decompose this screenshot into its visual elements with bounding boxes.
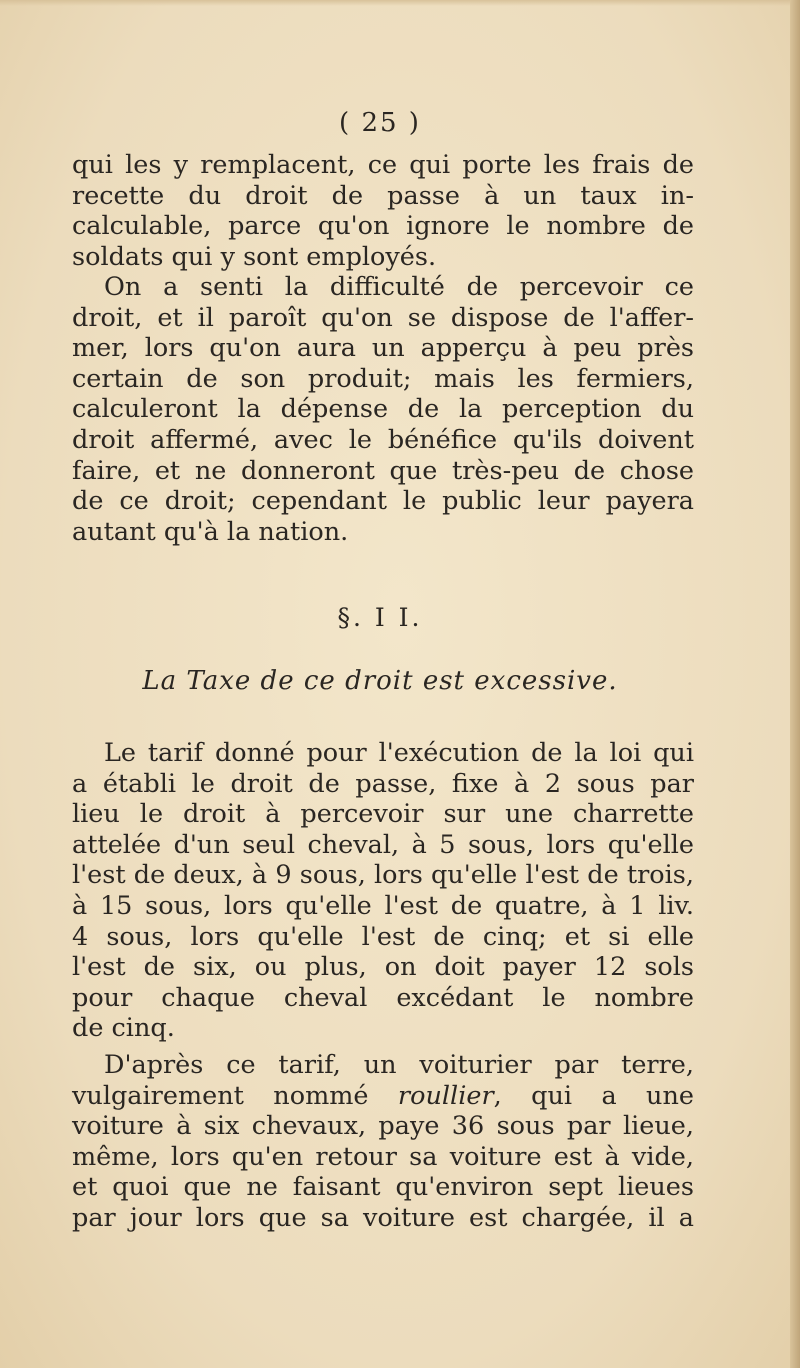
paragraph-perception: [72, 272, 694, 547]
text-line: attelée d'un seul cheval, à 5 sous, lors qu'elle: [72, 829, 694, 860]
text-line: Le tarif donné pour l'exécution de la loi qui: [104, 738, 694, 768]
page-number: ( 25 ): [339, 108, 421, 138]
text-line: lieu le droit à percevoir sur une charrette: [72, 799, 694, 830]
page-right-edge: [790, 0, 800, 1368]
text-line: de ce droit; cependant le public leur payera: [72, 486, 694, 517]
text-line: On a senti la difficulté de percevoir ce: [104, 272, 694, 302]
page-top-edge: [0, 0, 800, 6]
text-line: à 15 sous, lors qu'elle l'est de quatre, à 1 liv.: [72, 890, 694, 921]
text-line: même, lors qu'en retour sa voiture est à vide,: [72, 1141, 694, 1172]
text-line: de cinq.: [72, 1013, 175, 1044]
text-line-mixed: [72, 1081, 694, 1112]
paragraph-roullier: [72, 1050, 694, 1234]
text-line: par jour lors que sa voiture est chargée, il a: [72, 1202, 694, 1233]
text-line: calculeront la dépense de la perception du: [72, 394, 694, 425]
text-line: calculable, parce qu'on ignore le nombre de: [72, 211, 694, 242]
text-line: voiture à six chevaux, paye 36 sous par lieue,: [72, 1111, 694, 1142]
text-line: 4 sous, lors qu'elle l'est de cinq; et si elle: [72, 921, 694, 952]
section-number: §. I I.: [337, 603, 423, 632]
text-fragment: , qui a une: [493, 1080, 694, 1111]
text-line: certain de son produit; mais les fermiers,: [72, 363, 694, 394]
text-line: soldats qui y sont employés.: [72, 241, 437, 272]
text-line: l'est de six, ou plus, on doit payer 12 sols: [72, 952, 694, 983]
text-line: a établi le droit de passe, fixe à 2 sous par: [72, 768, 694, 799]
italic-term: roullier: [397, 1080, 494, 1111]
text-line: recette du droit de passe à un taux in-: [72, 180, 694, 211]
paragraph-tariff: [72, 738, 694, 1044]
text-line: faire, et ne donneront que très-peu de chose: [72, 455, 694, 486]
text-line: l'est de deux, à 9 sous, lors qu'elle l'est de trois,: [72, 860, 694, 891]
text-line: qui les y remplacent, ce qui porte les frais de: [72, 150, 694, 180]
text-line: droit affermé, avec le bénéfice qu'ils doivent: [72, 424, 694, 455]
text-line: mer, lors qu'on aura un apperçu à peu près: [72, 333, 694, 364]
paragraph-continuation: [72, 150, 694, 272]
section-heading: La Taxe de ce droit est excessive.: [142, 666, 618, 696]
text-line: pour chaque cheval excédant le nombre: [72, 982, 694, 1013]
text-line: D'après ce tarif, un voiturier par terre,: [104, 1050, 694, 1080]
text-line: et quoi que ne faisant qu'environ sept lieues: [72, 1172, 694, 1203]
text-line: droit, et il paroît qu'on se dispose de l'affer-: [72, 302, 694, 333]
text-fragment: vulgairement nommé: [72, 1080, 398, 1111]
text-line: autant qu'à la nation.: [72, 516, 349, 547]
